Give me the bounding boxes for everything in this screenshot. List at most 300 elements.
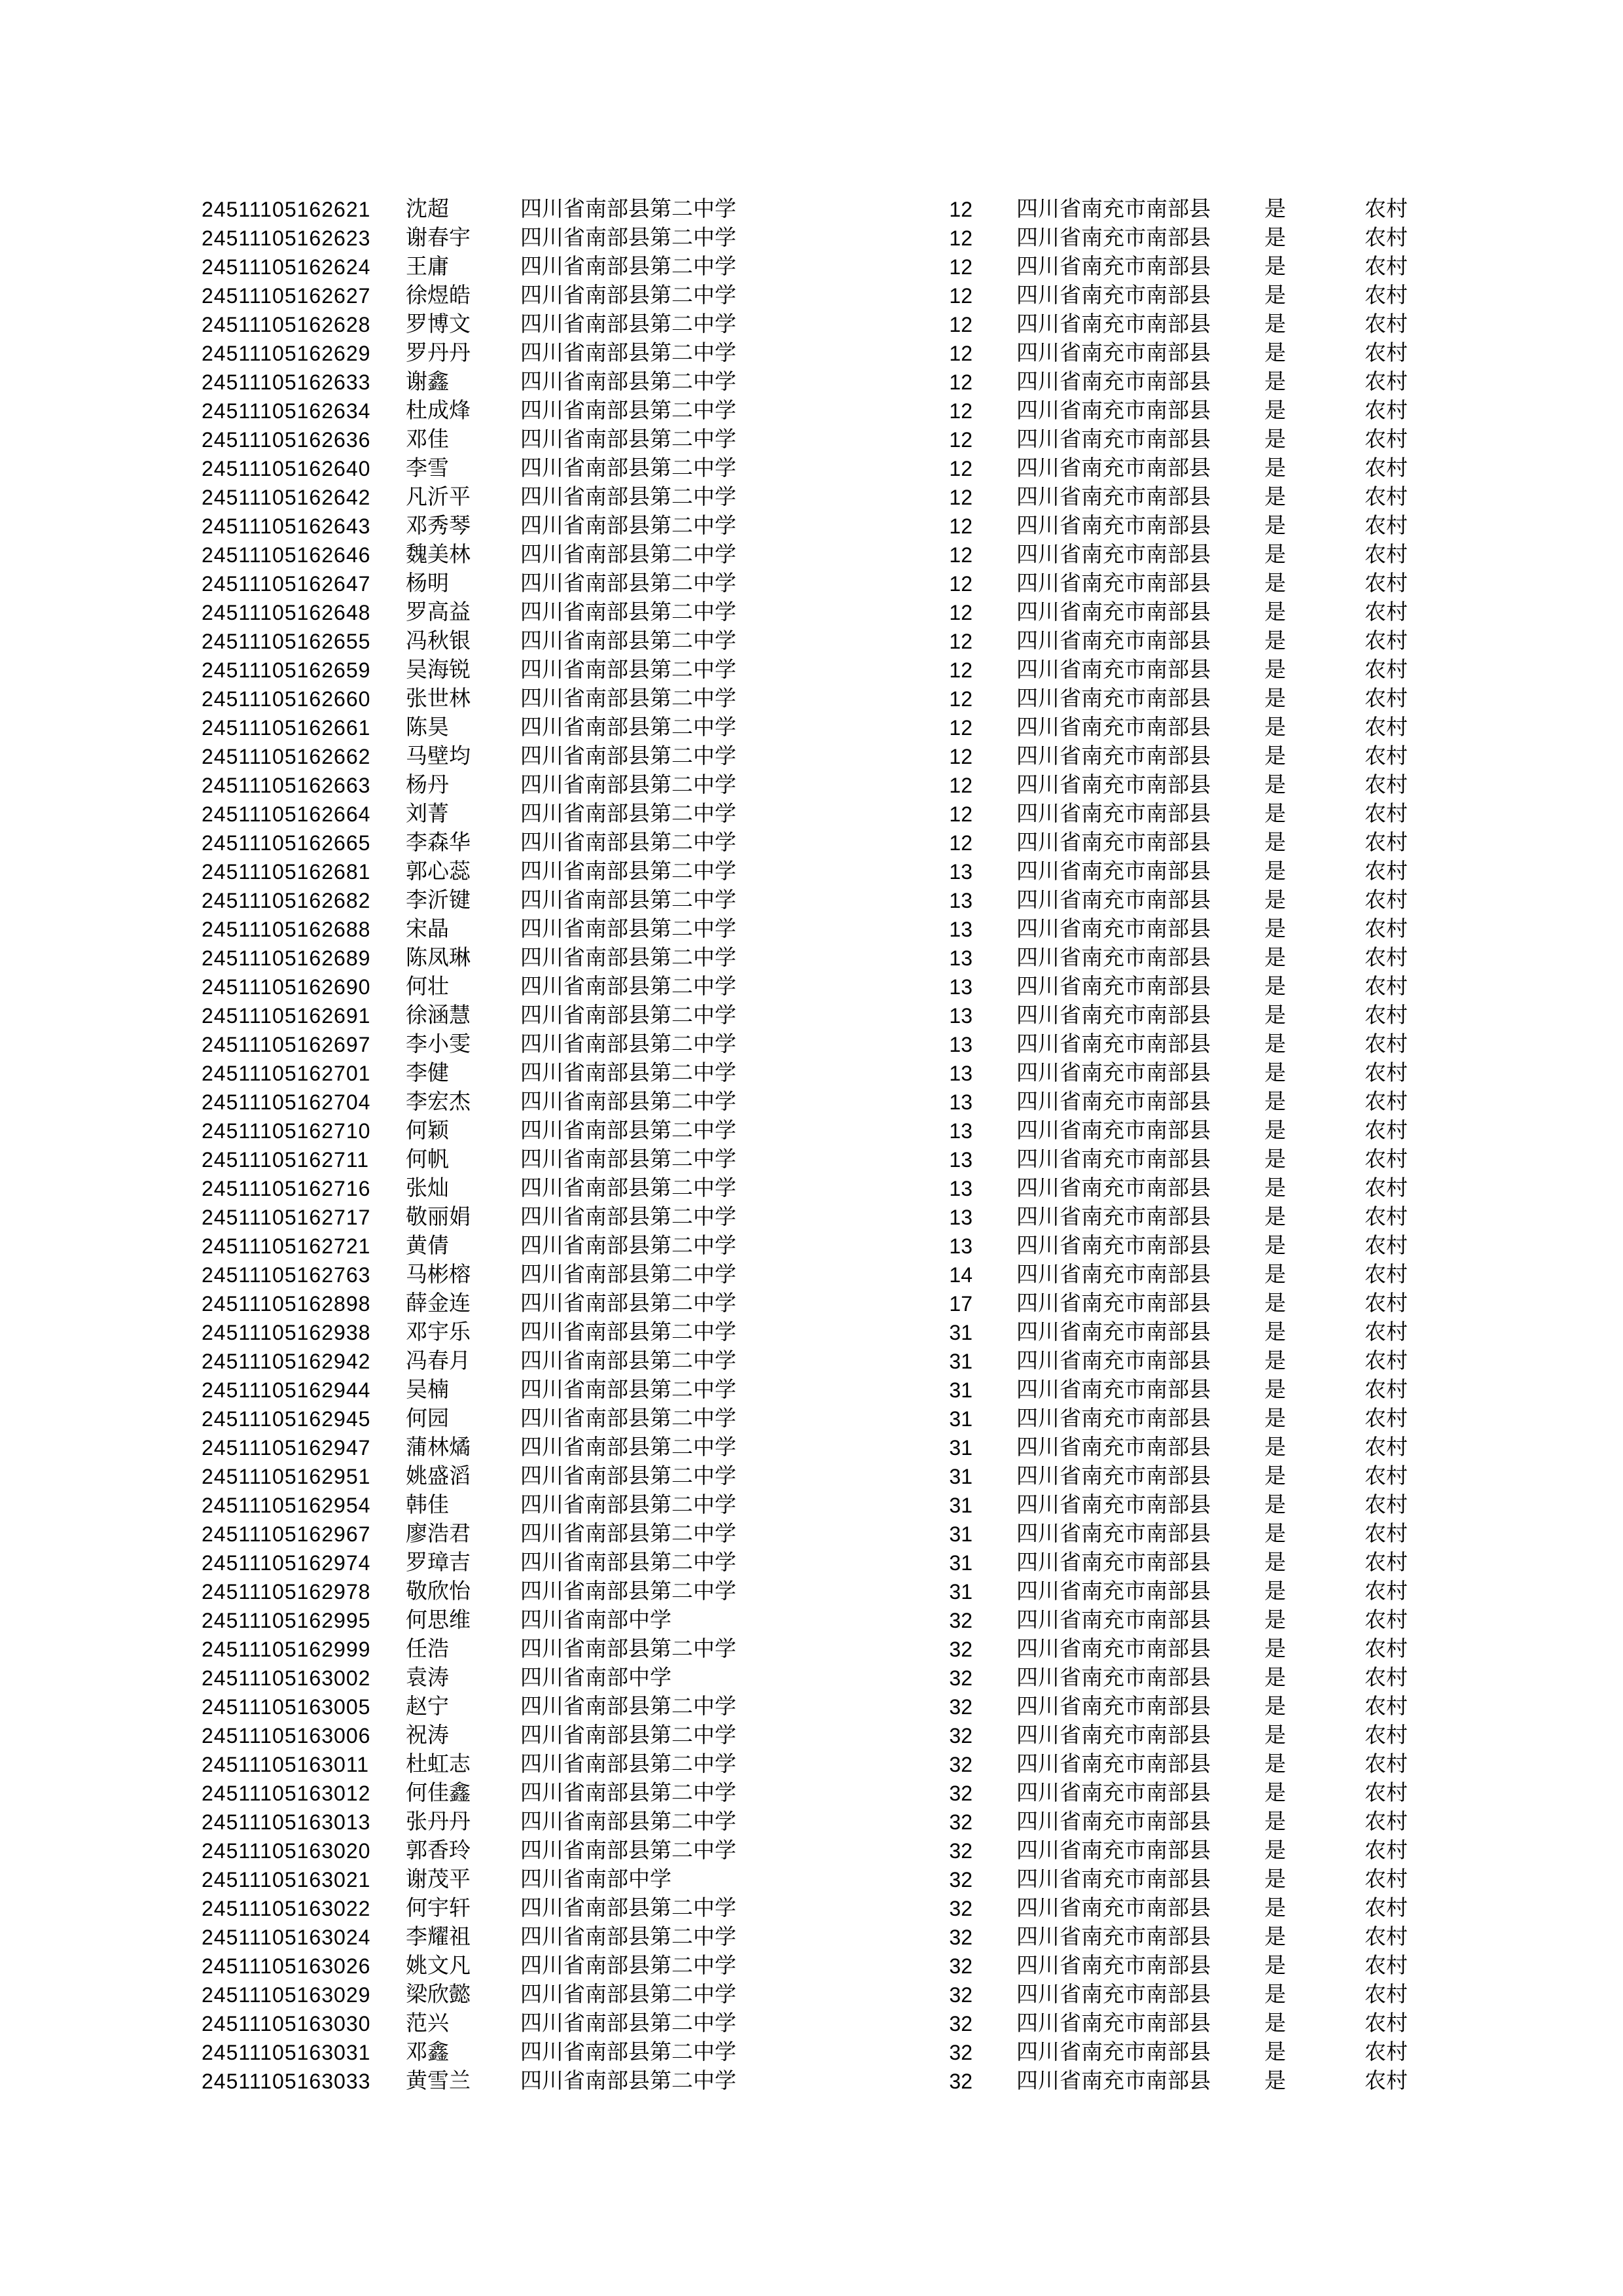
table-row xyxy=(0,1030,1623,1059)
confirm-flag-cell: 是 xyxy=(1264,1810,1286,1834)
class-number-cell: 12 xyxy=(949,514,972,538)
table-row xyxy=(0,1318,1623,1347)
school-cell: 四川省南部县第二中学 xyxy=(520,1926,736,1949)
region-cell: 四川省南充市南部县 xyxy=(1016,514,1211,538)
confirm-flag-cell: 是 xyxy=(1264,1148,1286,1172)
table-row xyxy=(0,1750,1623,1779)
school-cell: 四川省南部县第二中学 xyxy=(520,1378,736,1402)
table-row xyxy=(0,627,1623,656)
student-name-cell: 李森华 xyxy=(406,831,471,855)
student-name-cell: 李健 xyxy=(406,1062,449,1085)
residence-type-cell: 农村 xyxy=(1364,313,1408,336)
class-number-cell: 32 xyxy=(949,1954,972,1978)
residence-type-cell: 农村 xyxy=(1364,1436,1408,1460)
school-cell: 四川省南部县第二中学 xyxy=(520,774,736,797)
school-cell: 四川省南部县第二中学 xyxy=(520,1839,736,1863)
confirm-flag-cell: 是 xyxy=(1264,802,1286,826)
exam-id-cell: 24511105162710 xyxy=(202,1119,371,1143)
region-cell: 四川省南充市南部县 xyxy=(1016,1119,1211,1143)
residence-type-cell: 农村 xyxy=(1364,2012,1408,2036)
table-row xyxy=(0,886,1623,915)
region-cell: 四川省南充市南部县 xyxy=(1016,1090,1211,1114)
school-cell: 四川省南部县第二中学 xyxy=(520,1897,736,1920)
confirm-flag-cell: 是 xyxy=(1264,1666,1286,1690)
exam-id-cell: 24511105163020 xyxy=(202,1839,371,1863)
school-cell: 四川省南部县第二中学 xyxy=(520,342,736,365)
region-cell: 四川省南充市南部县 xyxy=(1016,226,1211,250)
region-cell: 四川省南充市南部县 xyxy=(1016,1839,1211,1863)
school-cell: 四川省南部县第二中学 xyxy=(520,946,736,970)
school-cell: 四川省南部县第二中学 xyxy=(520,1810,736,1834)
school-cell: 四川省南部县第二中学 xyxy=(520,1638,736,1661)
student-name-cell: 何思维 xyxy=(406,1609,471,1632)
residence-type-cell: 农村 xyxy=(1364,342,1408,365)
exam-id-cell: 24511105163013 xyxy=(202,1810,371,1834)
confirm-flag-cell: 是 xyxy=(1264,1062,1286,1085)
exam-id-cell: 24511105162944 xyxy=(202,1378,371,1402)
residence-type-cell: 农村 xyxy=(1364,1206,1408,1229)
class-number-cell: 12 xyxy=(949,486,972,509)
confirm-flag-cell: 是 xyxy=(1264,745,1286,768)
class-number-cell: 12 xyxy=(949,198,972,221)
class-number-cell: 31 xyxy=(949,1378,972,1402)
exam-id-cell: 24511105162689 xyxy=(202,946,371,970)
school-cell: 四川省南部县第二中学 xyxy=(520,1465,736,1488)
table-row xyxy=(0,1289,1623,1318)
class-number-cell: 12 xyxy=(949,745,972,768)
school-cell: 四川省南部县第二中学 xyxy=(520,687,736,711)
school-cell: 四川省南部县第二中学 xyxy=(520,226,736,250)
residence-type-cell: 农村 xyxy=(1364,198,1408,221)
exam-id-cell: 24511105162945 xyxy=(202,1407,371,1431)
exam-id-cell: 24511105163021 xyxy=(202,1868,371,1892)
school-cell: 四川省南部县第二中学 xyxy=(520,2012,736,2036)
table-row xyxy=(0,685,1623,713)
school-cell: 四川省南部县第二中学 xyxy=(520,1148,736,1172)
student-name-cell: 张世林 xyxy=(406,687,471,711)
school-cell: 四川省南部县第二中学 xyxy=(520,514,736,538)
class-number-cell: 12 xyxy=(949,399,972,423)
residence-type-cell: 农村 xyxy=(1364,1407,1408,1431)
student-name-cell: 王庸 xyxy=(406,255,449,279)
region-cell: 四川省南充市南部县 xyxy=(1016,1638,1211,1661)
confirm-flag-cell: 是 xyxy=(1264,946,1286,970)
school-cell: 四川省南部县第二中学 xyxy=(520,831,736,855)
exam-id-cell: 24511105163022 xyxy=(202,1897,371,1920)
confirm-flag-cell: 是 xyxy=(1264,774,1286,797)
exam-id-cell: 24511105163005 xyxy=(202,1695,371,1719)
class-number-cell: 32 xyxy=(949,1724,972,1748)
school-cell: 四川省南部县第二中学 xyxy=(520,1119,736,1143)
exam-id-cell: 24511105162697 xyxy=(202,1033,371,1056)
confirm-flag-cell: 是 xyxy=(1264,658,1286,682)
table-row xyxy=(0,1635,1623,1664)
school-cell: 四川省南部县第二中学 xyxy=(520,1321,736,1344)
region-cell: 四川省南充市南部县 xyxy=(1016,1666,1211,1690)
class-number-cell: 32 xyxy=(949,1638,972,1661)
exam-id-cell: 24511105162661 xyxy=(202,716,371,740)
residence-type-cell: 农村 xyxy=(1364,370,1408,394)
residence-type-cell: 农村 xyxy=(1364,1609,1408,1632)
region-cell: 四川省南充市南部县 xyxy=(1016,975,1211,999)
residence-type-cell: 农村 xyxy=(1364,1148,1408,1172)
table-row xyxy=(0,1376,1623,1405)
school-cell: 四川省南部中学 xyxy=(520,1666,671,1690)
school-cell: 四川省南部中学 xyxy=(520,1868,671,1892)
table-row xyxy=(0,1001,1623,1030)
class-number-cell: 32 xyxy=(949,1609,972,1632)
region-cell: 四川省南充市南部县 xyxy=(1016,1292,1211,1316)
region-cell: 四川省南充市南部县 xyxy=(1016,918,1211,941)
school-cell: 四川省南部县第二中学 xyxy=(520,1494,736,1517)
table-row xyxy=(0,2067,1623,2096)
class-number-cell: 12 xyxy=(949,630,972,653)
exam-id-cell: 24511105162999 xyxy=(202,1638,371,1661)
school-cell: 四川省南部县第二中学 xyxy=(520,486,736,509)
class-number-cell: 17 xyxy=(949,1292,972,1316)
table-row xyxy=(0,1779,1623,1808)
table-row xyxy=(0,1923,1623,1952)
student-name-cell: 谢春宇 xyxy=(406,226,471,250)
class-number-cell: 32 xyxy=(949,1753,972,1776)
school-cell: 四川省南部县第二中学 xyxy=(520,601,736,624)
residence-type-cell: 农村 xyxy=(1364,1839,1408,1863)
region-cell: 四川省南充市南部县 xyxy=(1016,831,1211,855)
table-row xyxy=(0,944,1623,973)
class-number-cell: 12 xyxy=(949,572,972,596)
student-name-cell: 邓秀琴 xyxy=(406,514,471,538)
residence-type-cell: 农村 xyxy=(1364,1090,1408,1114)
confirm-flag-cell: 是 xyxy=(1264,2070,1286,2093)
class-number-cell: 12 xyxy=(949,687,972,711)
exam-id-cell: 24511105162665 xyxy=(202,831,371,855)
student-name-cell: 黄倩 xyxy=(406,1234,449,1258)
residence-type-cell: 农村 xyxy=(1364,2070,1408,2093)
class-number-cell: 31 xyxy=(949,1494,972,1517)
confirm-flag-cell: 是 xyxy=(1264,1551,1286,1575)
student-name-cell: 何宇轩 xyxy=(406,1897,471,1920)
region-cell: 四川省南充市南部县 xyxy=(1016,2041,1211,2064)
confirm-flag-cell: 是 xyxy=(1264,399,1286,423)
region-cell: 四川省南充市南部县 xyxy=(1016,255,1211,279)
table-row xyxy=(0,1693,1623,1721)
confirm-flag-cell: 是 xyxy=(1264,1378,1286,1402)
exam-id-cell: 24511105162629 xyxy=(202,342,371,365)
exam-id-cell: 24511105162954 xyxy=(202,1494,371,1517)
confirm-flag-cell: 是 xyxy=(1264,543,1286,567)
table-row xyxy=(0,1721,1623,1750)
confirm-flag-cell: 是 xyxy=(1264,1522,1286,1546)
region-cell: 四川省南充市南部县 xyxy=(1016,630,1211,653)
exam-id-cell: 24511105162621 xyxy=(202,198,371,221)
region-cell: 四川省南充市南部县 xyxy=(1016,1234,1211,1258)
exam-id-cell: 24511105163033 xyxy=(202,2070,371,2093)
confirm-flag-cell: 是 xyxy=(1264,2012,1286,2036)
student-name-cell: 杜虹志 xyxy=(406,1753,471,1776)
region-cell: 四川省南充市南部县 xyxy=(1016,1695,1211,1719)
table-row xyxy=(0,1232,1623,1261)
student-name-cell: 袁涛 xyxy=(406,1666,449,1690)
class-number-cell: 12 xyxy=(949,831,972,855)
confirm-flag-cell: 是 xyxy=(1264,889,1286,912)
table-row xyxy=(0,1261,1623,1289)
confirm-flag-cell: 是 xyxy=(1264,1724,1286,1748)
school-cell: 四川省南部县第二中学 xyxy=(520,1954,736,1978)
student-name-cell: 李宏杰 xyxy=(406,1090,471,1114)
residence-type-cell: 农村 xyxy=(1364,1378,1408,1402)
exam-id-cell: 24511105162662 xyxy=(202,745,371,768)
region-cell: 四川省南充市南部县 xyxy=(1016,1522,1211,1546)
student-name-cell: 何颖 xyxy=(406,1119,449,1143)
student-name-cell: 凡沂平 xyxy=(406,486,471,509)
region-cell: 四川省南充市南部县 xyxy=(1016,1033,1211,1056)
region-cell: 四川省南充市南部县 xyxy=(1016,457,1211,480)
confirm-flag-cell: 是 xyxy=(1264,198,1286,221)
class-number-cell: 32 xyxy=(949,1897,972,1920)
class-number-cell: 31 xyxy=(949,1580,972,1604)
class-number-cell: 31 xyxy=(949,1350,972,1373)
confirm-flag-cell: 是 xyxy=(1264,1954,1286,1978)
table-row xyxy=(0,713,1623,742)
table-row xyxy=(0,1462,1623,1491)
table-row xyxy=(0,1952,1623,1981)
class-number-cell: 32 xyxy=(949,1839,972,1863)
student-name-cell: 赵宁 xyxy=(406,1695,449,1719)
residence-type-cell: 农村 xyxy=(1364,1810,1408,1834)
class-number-cell: 32 xyxy=(949,1868,972,1892)
school-cell: 四川省南部县第二中学 xyxy=(520,1206,736,1229)
exam-id-cell: 24511105162624 xyxy=(202,255,371,279)
exam-id-cell: 24511105162716 xyxy=(202,1177,371,1200)
confirm-flag-cell: 是 xyxy=(1264,716,1286,740)
table-row xyxy=(0,1145,1623,1174)
school-cell: 四川省南部县第二中学 xyxy=(520,802,736,826)
residence-type-cell: 农村 xyxy=(1364,1522,1408,1546)
student-name-cell: 沈超 xyxy=(406,198,449,221)
class-number-cell: 13 xyxy=(949,1033,972,1056)
region-cell: 四川省南充市南部县 xyxy=(1016,658,1211,682)
confirm-flag-cell: 是 xyxy=(1264,1206,1286,1229)
student-name-cell: 马壁均 xyxy=(406,745,471,768)
region-cell: 四川省南充市南部县 xyxy=(1016,1494,1211,1517)
student-name-cell: 刘菁 xyxy=(406,802,449,826)
school-cell: 四川省南部县第二中学 xyxy=(520,1033,736,1056)
school-cell: 四川省南部县第二中学 xyxy=(520,457,736,480)
table-row xyxy=(0,598,1623,627)
confirm-flag-cell: 是 xyxy=(1264,457,1286,480)
residence-type-cell: 农村 xyxy=(1364,1004,1408,1028)
confirm-flag-cell: 是 xyxy=(1264,226,1286,250)
table-row xyxy=(0,973,1623,1001)
student-name-cell: 吴海锐 xyxy=(406,658,471,682)
class-number-cell: 32 xyxy=(949,1926,972,1949)
region-cell: 四川省南充市南部县 xyxy=(1016,889,1211,912)
table-row xyxy=(0,1059,1623,1088)
residence-type-cell: 农村 xyxy=(1364,1580,1408,1604)
school-cell: 四川省南部县第二中学 xyxy=(520,745,736,768)
student-name-cell: 谢茂平 xyxy=(406,1868,471,1892)
table-row xyxy=(0,2038,1623,2067)
table-row xyxy=(0,339,1623,368)
exam-id-cell: 24511105162978 xyxy=(202,1580,371,1604)
residence-type-cell: 农村 xyxy=(1364,716,1408,740)
class-number-cell: 13 xyxy=(949,1177,972,1200)
class-number-cell: 31 xyxy=(949,1522,972,1546)
confirm-flag-cell: 是 xyxy=(1264,313,1286,336)
student-name-cell: 李沂键 xyxy=(406,889,471,912)
student-name-cell: 罗丹丹 xyxy=(406,342,471,365)
residence-type-cell: 农村 xyxy=(1364,630,1408,653)
confirm-flag-cell: 是 xyxy=(1264,1609,1286,1632)
class-number-cell: 13 xyxy=(949,975,972,999)
student-name-cell: 陈昊 xyxy=(406,716,449,740)
class-number-cell: 13 xyxy=(949,889,972,912)
class-number-cell: 12 xyxy=(949,658,972,682)
school-cell: 四川省南部县第二中学 xyxy=(520,399,736,423)
region-cell: 四川省南充市南部县 xyxy=(1016,1206,1211,1229)
class-number-cell: 31 xyxy=(949,1321,972,1344)
student-name-cell: 杨丹 xyxy=(406,774,449,797)
exam-id-cell: 24511105162664 xyxy=(202,802,371,826)
exam-id-cell: 24511105162951 xyxy=(202,1465,371,1488)
confirm-flag-cell: 是 xyxy=(1264,1234,1286,1258)
residence-type-cell: 农村 xyxy=(1364,774,1408,797)
class-number-cell: 32 xyxy=(949,2012,972,2036)
table-row xyxy=(0,569,1623,598)
school-cell: 四川省南部县第二中学 xyxy=(520,918,736,941)
class-number-cell: 12 xyxy=(949,716,972,740)
school-cell: 四川省南部县第二中学 xyxy=(520,658,736,682)
exam-id-cell: 24511105162974 xyxy=(202,1551,371,1575)
school-cell: 四川省南部县第二中学 xyxy=(520,1580,736,1604)
region-cell: 四川省南充市南部县 xyxy=(1016,370,1211,394)
exam-id-cell: 24511105163006 xyxy=(202,1724,371,1748)
student-name-cell: 何帆 xyxy=(406,1148,449,1172)
confirm-flag-cell: 是 xyxy=(1264,687,1286,711)
table-row xyxy=(0,1088,1623,1117)
confirm-flag-cell: 是 xyxy=(1264,342,1286,365)
table-row xyxy=(0,483,1623,512)
table-row xyxy=(0,857,1623,886)
exam-id-cell: 24511105162690 xyxy=(202,975,371,999)
residence-type-cell: 农村 xyxy=(1364,1954,1408,1978)
student-name-cell: 魏美林 xyxy=(406,543,471,567)
exam-id-cell: 24511105162701 xyxy=(202,1062,371,1085)
confirm-flag-cell: 是 xyxy=(1264,1119,1286,1143)
class-number-cell: 31 xyxy=(949,1436,972,1460)
school-cell: 四川省南部县第二中学 xyxy=(520,1292,736,1316)
table-row xyxy=(0,1174,1623,1203)
exam-id-cell: 24511105162721 xyxy=(202,1234,371,1258)
residence-type-cell: 农村 xyxy=(1364,1234,1408,1258)
residence-type-cell: 农村 xyxy=(1364,284,1408,308)
class-number-cell: 12 xyxy=(949,342,972,365)
exam-id-cell: 24511105162642 xyxy=(202,486,371,509)
table-row xyxy=(0,800,1623,829)
region-cell: 四川省南充市南部县 xyxy=(1016,601,1211,624)
class-number-cell: 32 xyxy=(949,1983,972,2007)
student-name-cell: 蒲林燏 xyxy=(406,1436,471,1460)
exam-id-cell: 24511105162995 xyxy=(202,1609,371,1632)
class-number-cell: 31 xyxy=(949,1407,972,1431)
school-cell: 四川省南部县第二中学 xyxy=(520,1695,736,1719)
confirm-flag-cell: 是 xyxy=(1264,1638,1286,1661)
student-name-cell: 姚文凡 xyxy=(406,1954,471,1978)
student-name-cell: 马彬榕 xyxy=(406,1263,471,1287)
confirm-flag-cell: 是 xyxy=(1264,1407,1286,1431)
region-cell: 四川省南充市南部县 xyxy=(1016,1724,1211,1748)
exam-id-cell: 24511105162627 xyxy=(202,284,371,308)
class-number-cell: 14 xyxy=(949,1263,972,1287)
residence-type-cell: 农村 xyxy=(1364,1551,1408,1575)
table-row xyxy=(0,368,1623,397)
table-row xyxy=(0,915,1623,944)
exam-id-cell: 24511105162660 xyxy=(202,687,371,711)
table-row xyxy=(0,1664,1623,1693)
class-number-cell: 12 xyxy=(949,774,972,797)
exam-id-cell: 24511105163031 xyxy=(202,2041,371,2064)
region-cell: 四川省南充市南部县 xyxy=(1016,1378,1211,1402)
student-name-cell: 罗高益 xyxy=(406,601,471,624)
region-cell: 四川省南充市南部县 xyxy=(1016,687,1211,711)
region-cell: 四川省南充市南部县 xyxy=(1016,1580,1211,1604)
residence-type-cell: 农村 xyxy=(1364,802,1408,826)
region-cell: 四川省南充市南部县 xyxy=(1016,1350,1211,1373)
exam-id-cell: 24511105162938 xyxy=(202,1321,371,1344)
student-name-cell: 何园 xyxy=(406,1407,449,1431)
confirm-flag-cell: 是 xyxy=(1264,918,1286,941)
student-name-cell: 谢鑫 xyxy=(406,370,449,394)
table-row xyxy=(0,1520,1623,1549)
class-number-cell: 13 xyxy=(949,1148,972,1172)
region-cell: 四川省南充市南部县 xyxy=(1016,1954,1211,1978)
school-cell: 四川省南部县第二中学 xyxy=(520,284,736,308)
table-row xyxy=(0,195,1623,224)
class-number-cell: 13 xyxy=(949,946,972,970)
table-row xyxy=(0,1405,1623,1433)
region-cell: 四川省南充市南部县 xyxy=(1016,1810,1211,1834)
class-number-cell: 13 xyxy=(949,1234,972,1258)
region-cell: 四川省南充市南部县 xyxy=(1016,1177,1211,1200)
school-cell: 四川省南部县第二中学 xyxy=(520,889,736,912)
school-cell: 四川省南部县第二中学 xyxy=(520,198,736,221)
exam-id-cell: 24511105162640 xyxy=(202,457,371,480)
exam-id-cell: 24511105162717 xyxy=(202,1206,371,1229)
exam-id-cell: 24511105162648 xyxy=(202,601,371,624)
class-number-cell: 13 xyxy=(949,1062,972,1085)
exam-id-cell: 24511105162763 xyxy=(202,1263,371,1287)
class-number-cell: 12 xyxy=(949,428,972,452)
class-number-cell: 12 xyxy=(949,226,972,250)
confirm-flag-cell: 是 xyxy=(1264,1033,1286,1056)
confirm-flag-cell: 是 xyxy=(1264,1263,1286,1287)
region-cell: 四川省南充市南部县 xyxy=(1016,1148,1211,1172)
exam-id-cell: 24511105162647 xyxy=(202,572,371,596)
school-cell: 四川省南部县第二中学 xyxy=(520,1436,736,1460)
region-cell: 四川省南充市南部县 xyxy=(1016,745,1211,768)
exam-id-cell: 24511105163011 xyxy=(202,1753,370,1776)
class-number-cell: 32 xyxy=(949,1782,972,1805)
table-row xyxy=(0,1347,1623,1376)
table-row xyxy=(0,1837,1623,1865)
student-name-cell: 李小雯 xyxy=(406,1033,471,1056)
confirm-flag-cell: 是 xyxy=(1264,514,1286,538)
school-cell: 四川省南部县第二中学 xyxy=(520,2070,736,2093)
table-row xyxy=(0,1894,1623,1923)
table-row xyxy=(0,1549,1623,1577)
confirm-flag-cell: 是 xyxy=(1264,1004,1286,1028)
region-cell: 四川省南充市南部县 xyxy=(1016,1868,1211,1892)
